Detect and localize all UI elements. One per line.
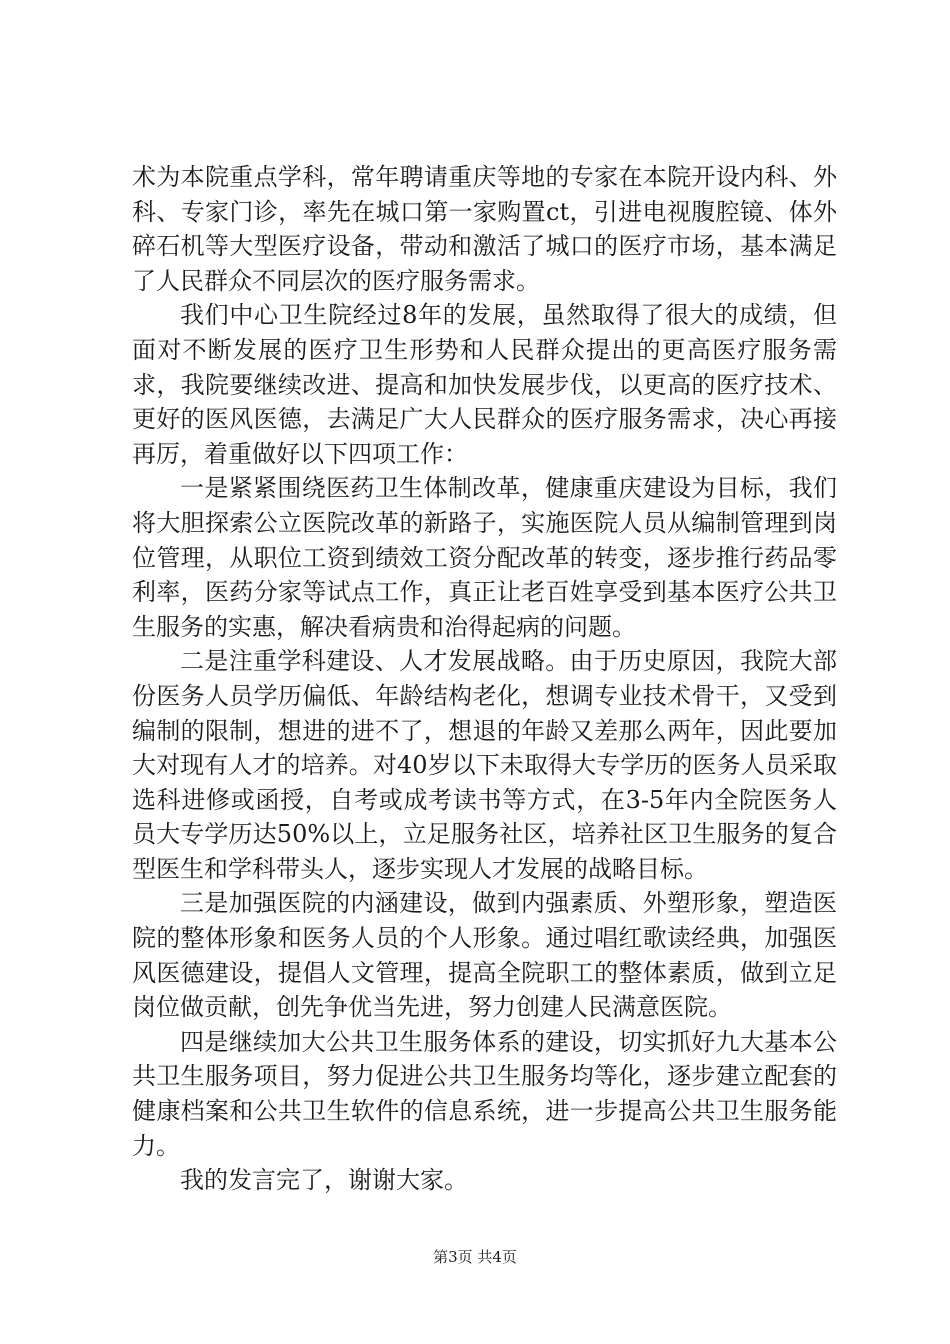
paragraph-1: 术为本院重点学科，常年聘请重庆等地的专家在本院开设内科、外科、专家门诊，率先在城口第一家购置ct，引进电视腹腔镜、体外碎石机等大型医疗设备，带动和激活了城口的医疗市场，基本满足了人民群众不同层次的医疗服务需求。 <box>132 163 837 295</box>
paragraph-5: 三是加强医院的内涵建设，做到内强素质、外塑形象，塑造医院的整体形象和医务人员的个人形象。通过唱红歌读经典，加强医风医德建设，提倡人文管理，提高全院职工的整体素质，做到立足岗位做贡献，创先争优当先进，努力创建人民满意医院。 <box>132 889 837 1022</box>
paragraph-4: 二是注重学科建设、人才发展战略。由于历史原因，我院大部份医务人员学历偏低、年龄结构老化，想调专业技术骨干，又受到编制的限制，想进的进不了，想退的年龄又差那么两年，因此要加大对现有人才的培养。对40岁以下未取得大专学历的医务人员采取选科进修或函授，自考或成考读书等方式，在3-5年内全院医务人员大专学历达50%以上，立足服务社区，培养社区卫生服务的复合型医生和学科带头人，逐步实现人才发展的战略目标。 <box>132 647 837 883</box>
paragraph-2: 我们中心卫生院经过8年的发展，虽然取得了很大的成绩，但面对不断发展的医疗卫生形势和人民群众提出的更高医疗服务需求，我院要继续改进、提高和加快发展步伐，以更高的医疗技术、更好的医风医德，去满足广大人民群众的医疗服务需求，决心再接再厉，着重做好以下四项工作： <box>132 301 837 468</box>
document-body <box>132 160 837 1198</box>
page-number-footer: 第3页 共4页 <box>433 1248 517 1266</box>
paragraph-7: 我的发言完了，谢谢大家。 <box>180 1166 468 1195</box>
paragraph-6: 四是继续加大公共卫生服务体系的建设，切实抓好九大基本公共卫生服务项目，努力促进公共卫生服务均等化，逐步建立配套的健康档案和公共卫生软件的信息系统，进一步提高公共卫生服务能力。 <box>132 1027 837 1160</box>
paragraph-3: 一是紧紧围绕医药卫生体制改革，健康重庆建设为目标，我们将大胆探索公立医院改革的新路子，实施医院人员从编制管理到岗位管理，从职位工资到绩效工资分配改革的转变，逐步推行药品零利率，医药分家等试点工作，真正让老百姓享受到基本医疗公共卫生服务的实惠，解决看病贵和治得起病的问题。 <box>132 474 837 641</box>
